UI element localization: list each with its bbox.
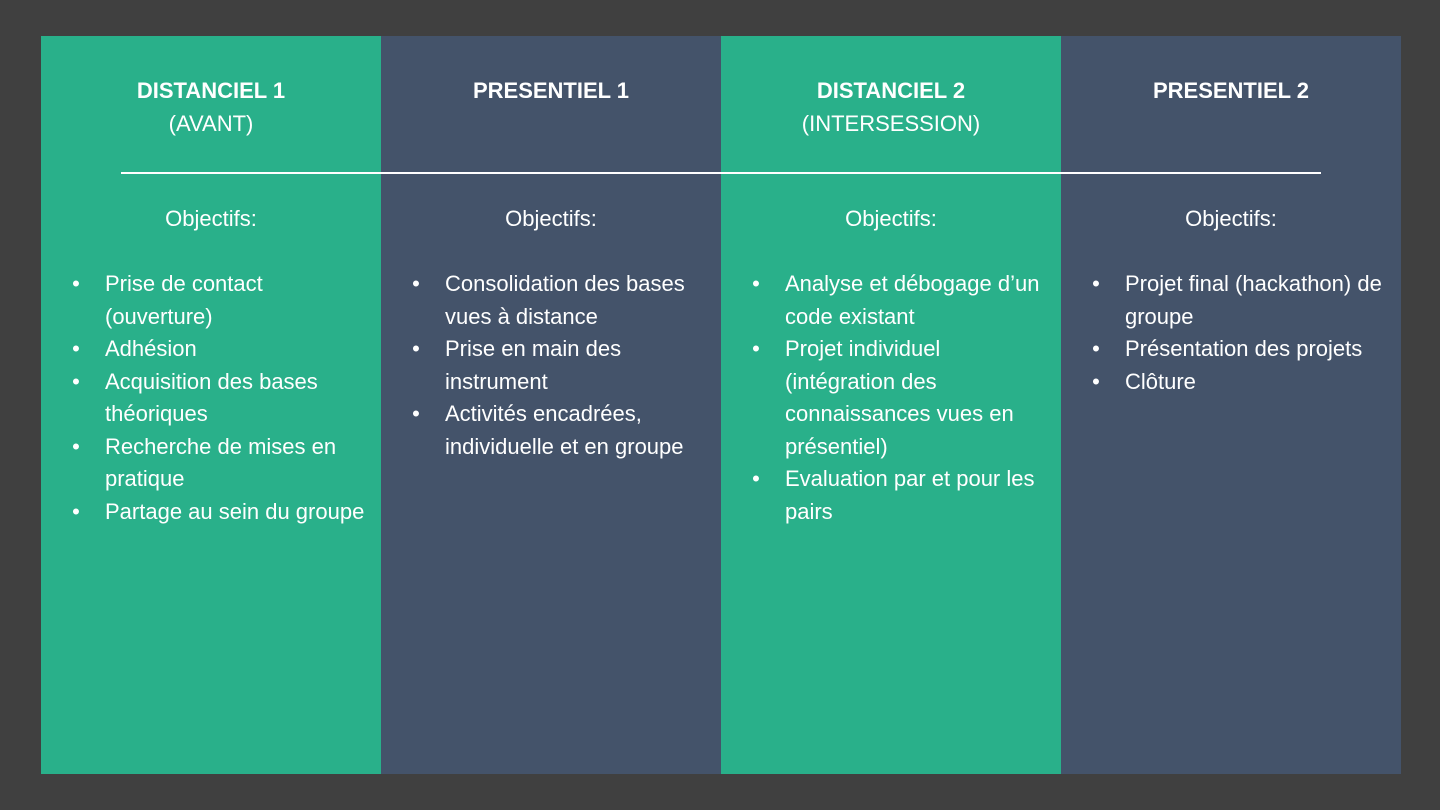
list-item bbox=[69, 333, 375, 366]
column-subtitle: (AVANT) bbox=[168, 111, 254, 136]
list-item bbox=[69, 268, 375, 333]
list-item bbox=[409, 333, 715, 398]
list-item bbox=[1089, 333, 1395, 366]
list-item-text: Clôture bbox=[1125, 368, 1196, 394]
bullet-icon: • bbox=[1092, 336, 1100, 361]
objectives-list bbox=[409, 268, 715, 463]
list-item-text: Evaluation par et pour les pairs bbox=[785, 466, 1035, 524]
objectives-label: Objectifs: bbox=[165, 206, 257, 231]
column-title: PRESENTIEL 1 bbox=[472, 78, 630, 103]
list-item bbox=[409, 268, 715, 333]
column-distanciel-1 bbox=[41, 36, 381, 774]
column-presentiel-2 bbox=[1061, 36, 1401, 774]
column-header bbox=[381, 74, 721, 107]
column-subtitle: (INTERSESSION) bbox=[801, 111, 981, 136]
column-header bbox=[1061, 74, 1401, 107]
list-item-text: Prise de contact (ouverture) bbox=[105, 271, 263, 329]
bullet-icon: • bbox=[752, 336, 760, 361]
header-divider bbox=[121, 172, 1321, 174]
list-item-text: Acquisition des bases théoriques bbox=[105, 368, 318, 426]
bullet-icon: • bbox=[412, 401, 420, 426]
list-item-text: Prise en main des instrument bbox=[445, 336, 622, 394]
bullet-icon: • bbox=[72, 498, 80, 524]
bullet-icon: • bbox=[1092, 271, 1100, 296]
column-distanciel-2 bbox=[721, 36, 1061, 774]
list-item bbox=[1089, 268, 1395, 333]
objectives-label: Objectifs: bbox=[505, 206, 597, 231]
list-item-text: Recherche de mises en pratique bbox=[105, 433, 337, 491]
list-item bbox=[749, 463, 1055, 528]
column-title: DISTANCIEL 2 bbox=[816, 78, 966, 103]
list-item-text: Activités encadrées, individuelle et en groupe bbox=[445, 401, 684, 459]
column-header bbox=[721, 74, 1061, 140]
list-item bbox=[69, 366, 375, 431]
bullet-icon: • bbox=[72, 336, 80, 361]
list-item bbox=[749, 268, 1055, 333]
objectives-label: Objectifs: bbox=[845, 206, 937, 231]
objectives-label: Objectifs: bbox=[1185, 206, 1277, 231]
list-item bbox=[749, 333, 1055, 463]
bullet-icon: • bbox=[72, 433, 80, 459]
list-item-text: Adhésion bbox=[105, 336, 197, 361]
objectives-list bbox=[749, 268, 1055, 528]
list-item-text: Analyse et débogage d’un code existant bbox=[785, 271, 1040, 329]
bullet-icon: • bbox=[752, 271, 760, 296]
list-item-text: Partage au sein du groupe bbox=[105, 498, 365, 524]
bullet-icon: • bbox=[752, 466, 760, 491]
list-item bbox=[69, 431, 375, 496]
list-item bbox=[69, 496, 375, 529]
column-presentiel-1 bbox=[381, 36, 721, 774]
column-title: PRESENTIEL 2 bbox=[1152, 78, 1310, 103]
column-title: DISTANCIEL 1 bbox=[136, 78, 286, 103]
list-item bbox=[409, 398, 715, 463]
slide bbox=[41, 36, 1401, 774]
objectives-list bbox=[69, 268, 375, 528]
bullet-icon: • bbox=[412, 271, 420, 296]
objectives-list bbox=[1089, 268, 1395, 398]
column-header bbox=[41, 74, 381, 140]
bullet-icon: • bbox=[1092, 368, 1100, 394]
list-item-text: Projet individuel (intégration des connaissances vues en présentiel) bbox=[785, 336, 1014, 459]
list-item-text: Projet final (hackathon) de groupe bbox=[1125, 271, 1382, 329]
bullet-icon: • bbox=[412, 336, 420, 361]
list-item bbox=[1089, 366, 1395, 399]
list-item-text: Présentation des projets bbox=[1125, 336, 1363, 361]
bullet-icon: • bbox=[72, 368, 80, 394]
list-item-text: Consolidation des bases vues à distance bbox=[445, 271, 685, 329]
bullet-icon: • bbox=[72, 271, 80, 296]
